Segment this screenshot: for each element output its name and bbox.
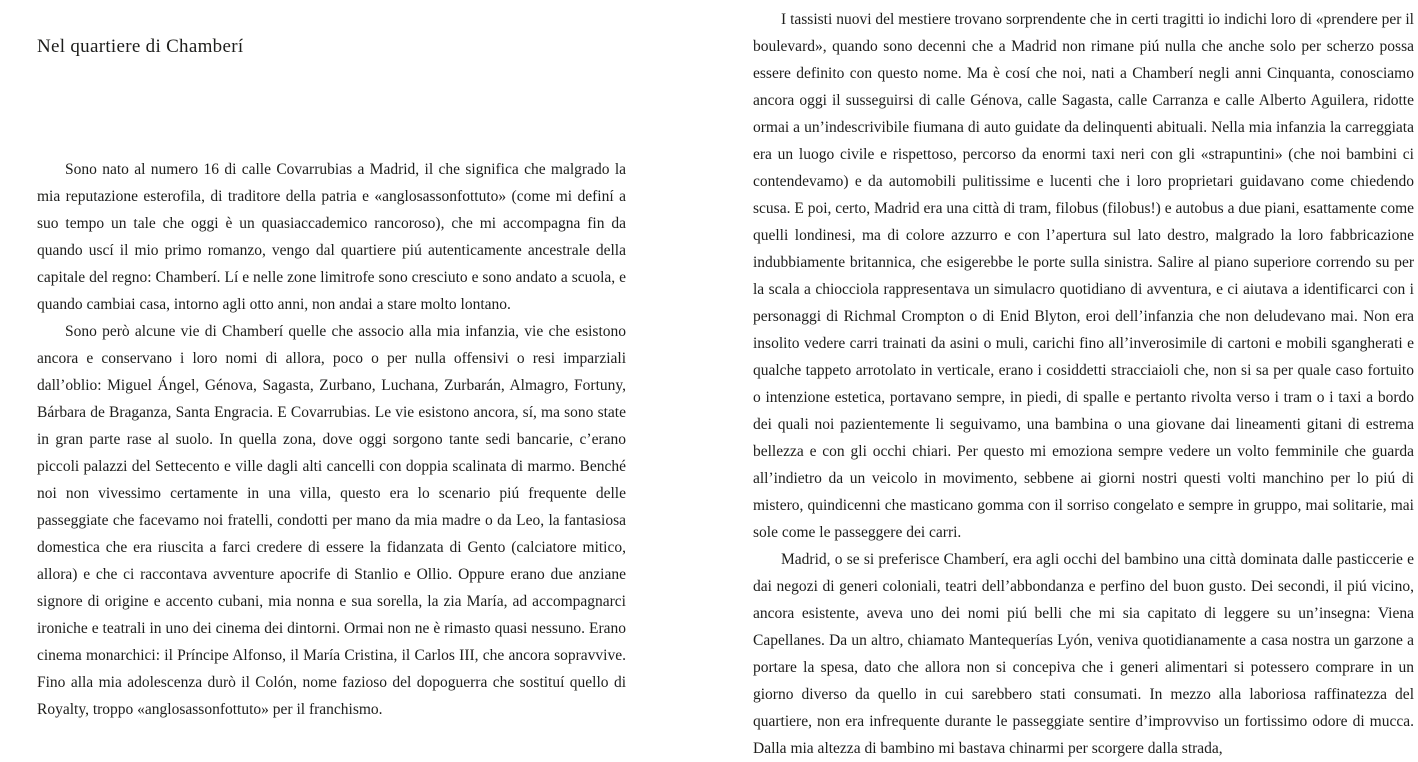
paragraph: Madrid, o se si preferisce Chamberí, era agli occhi del bambino una città dominata dalle pasticcerie e dai negozi di generi coloniali, teatri dell’abbondanza e perfino del buon gusto. Dei secondi, il piú vicino, ancora esistente, aveva uno dei nomi piú belli che mi sia capitato di leggere su un’insegna: Viena Capellanes. Da un altro, chiamato Mantequerías Lyón, veniva quotidianamente a casa nostra un garzone a portare la spesa, dato che allora non si concepiva che i generi alimentari si potessero comprare in un giorno diverso da quello in cui sarebbero stati consumati. In mezzo alla laboriosa raffinatezza del quartiere, non era infrequente durante le passeggiate sentire d’improvviso un fortissimo odore di mucca. Dalla mia altezza di bambino mi bastava chinarmi per scorgere dalla strada,: [753, 551, 1414, 757]
paragraph: I tassisti nuovi del mestiere trovano sorprendente che in certi tragitti io indichi loro di «prendere per il boulevard», quando sono decenni che a Madrid non rimane piú nulla che anche solo per scherzo possa essere definito con questo nome. Ma è cosí che noi, nati a Chamberí negli anni Cinquanta, conosciamo ancora oggi il susseguirsi di calle Génova, calle Sagasta, calle Carranza e calle Alberto Aguilera, ridotte ormai a un’indescrivibile fiumana di auto guidate da delinquenti abituali. Nella mia infanzia la carreggiata era un luogo civile e rispettoso, percorso da enormi taxi neri con gli «strapuntini» (che noi bambini ci contendevamo) e da automobili pulitissime e lucenti che i loro proprietari guidavano come chiedendo scusa. E poi, certo, Madrid era una città di tram, filobus (filobus!) e autobus a due piani, esattamente come quelli londinesi, ma di colore azzurro e con l’apertura sul lato destro, malgrado la loro fabbricazione indubbiamente britannica, che esigerebbe le porte sulla sinistra. Salire al piano superiore correndo su per la scala a chiocciola rappresentava un simulacro quotidiano di avventura, e ci aiutava a identificarci con i personaggi di Richmal Crompton o di Enid Blyton, eroi dell’infanzia che non deludevano mai. Non era insolito vedere carri trainati da asini o muli, carichi fino all’inverosimile di cartoni e mobili sgangherati e qualche tappeto arrotolato in verticale, erano i cosiddetti stracciaioli che, non si sa per quale caso fortuito o intenzione estetica, portavano sempre, in piedi, di spalle e pertanto rivolta verso i tram o i taxi a bordo dei quali noi pazientemente li seguivamo, una bambina o una giovane dai lineamenti gitani di estrema bellezza e con gli occhi chiari. Per questo mi emoziona sempre vedere un volto femminile che guarda all’indietro da un veicolo in movimento, sebbene ai giorni nostri questi volti manchino per lo piú di mistero, quindicenni che masticano gomma con il sorriso congelato e sempre in gruppo, mai solitarie, mai sole come le passeggere dei carri.: [753, 11, 1414, 541]
right-page: [753, 0, 1414, 757]
left-page-text: [37, 156, 626, 723]
right-page-text: [753, 6, 1414, 762]
left-page: [37, 0, 626, 718]
paragraph: Sono però alcune vie di Chamberí quelle che associo alla mia infanzia, vie che esistono ancora e conservano i loro nomi di allora, poco o per nulla offensivi o resi imparziali dall’oblio: Miguel Ángel, Génova, Sagasta, Zurbano, Luchana, Zurbarán, Almagro, Fortuny, Bárbara de Braganza, Santa Engracia. E Covarrubias. Le vie esistono ancora, sí, ma sono state in gran parte rase al suolo. In quella zona, dove oggi sorgono tante sedi bancarie, c’erano piccoli palazzi del Settecento e ville dagli alti cancelli con doppia scalinata di marmo. Benché noi non vivessimo certamente in una villa, questo era lo scenario piú frequente delle passeggiate che facevamo noi fratelli, condotti per mano da mia madre o da Leo, la fantasiosa domestica che era riuscita a farci credere di essere la fidanzata di Gento (calciatore mitico, allora) e che ci raccontava avventure apocrife di Stanlio e Ollio. Oppure erano due anziane signore di origine e accento cubani, mia nonna e sua sorella, la zia María, ad accompagnarci ironiche e teatrali in uno dei cinema dei dintorni. Ormai non ne è rimasto quasi nessuno. Erano cinema monarchici: il Príncipe Alfonso, il María Cristina, il Carlos III, che ancora sopravvive. Fino alla mia adolescenza durò il Colón, nome fazioso del dopoguerra che sostituí quello di Royalty, troppo «anglosassonfottuto» per il franchismo.: [37, 323, 626, 718]
chapter-title: Nel quartiere di Chamberí: [37, 36, 244, 57]
paragraph: Sono nato al numero 16 di calle Covarrubias a Madrid, il che significa che malgrado la mia reputazione esterofila, di traditore della patria e «anglosassonfottuto» (come mi definí a suo tempo un tale che oggi è un quasiaccademico rancoroso), che mi accompagna fin da quando uscí il mio primo romanzo, vengo dal quartiere piú autenticamente ancestrale della capitale del regno: Chamberí. Lí e nelle zone limitrofe sono cresciuto e sono andato a scuola, e quando cambiai casa, intorno agli otto anni, non andai a stare molto lontano.: [37, 161, 626, 313]
